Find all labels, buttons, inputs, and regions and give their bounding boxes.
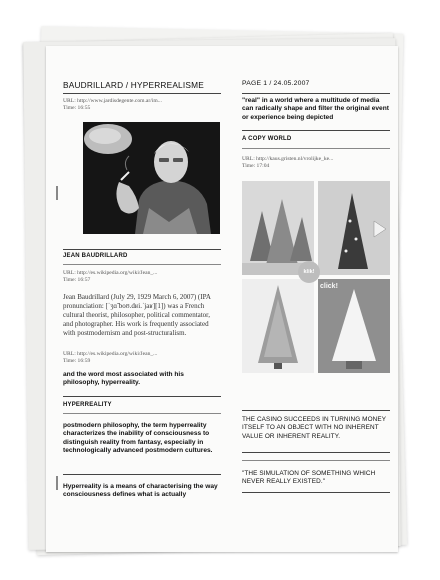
klik-badge: klik! bbox=[298, 261, 320, 283]
divider bbox=[242, 452, 390, 453]
time-text: Time: 16:57 bbox=[63, 277, 91, 283]
section-heading: HYPERREALITY bbox=[63, 402, 112, 408]
url-entry bbox=[63, 98, 221, 112]
divider bbox=[63, 264, 221, 265]
quote-text: Hyperreality is a means of characterising the way consciousness defines what is actually bbox=[63, 483, 218, 499]
url-entry bbox=[63, 351, 221, 365]
divider bbox=[242, 492, 390, 493]
time-text: Time: 16:59 bbox=[63, 358, 91, 364]
time-text: Time: 17:04 bbox=[242, 163, 270, 169]
divider bbox=[242, 130, 390, 131]
divider bbox=[63, 249, 221, 250]
url-text: URL: http://kaus.gristen.nl/vrolijke_ke... bbox=[242, 156, 334, 162]
staple-top bbox=[56, 186, 58, 200]
page-label: PAGE 1 / 24.05.2007 bbox=[242, 80, 310, 87]
casino-quote: THE CASINO SUCCEEDS IN TURNING MONEY ITSELF TO AN OBJECT WITH NO INHERENT VALUE OR INHERENT REALITY. bbox=[242, 416, 386, 440]
time-text: Time: 16:55 bbox=[63, 105, 91, 111]
divider bbox=[242, 148, 390, 149]
front-page bbox=[46, 46, 398, 552]
simulation-quote: "THE SIMULATION OF SOMETHING WHICH NEVER REALLY EXISTED." bbox=[242, 470, 376, 486]
staple-bottom bbox=[56, 476, 58, 490]
tree-image-grid bbox=[242, 181, 390, 373]
url-entry bbox=[63, 270, 221, 284]
divider bbox=[63, 396, 221, 397]
quote-text: postmodern philosophy, the term hyperreality characterizes the inability of consciousness to distinguish reality from fantasy, especially in technologically advanced postmodern cultures. bbox=[63, 422, 213, 455]
bio-paragraph: Jean Baudrillard (July 29, 1929 March 6, 2007) (IPA pronunciation: [ˈʒɑ̃ boʊ.dʁi.ˈjaʁ][1]) was a French cultural theorist, philosopher, political commentator, and photographer. His work is frequently associated with postmodernism and post-structuralism. bbox=[63, 293, 211, 337]
url-text: URL: http://es.wikipedia.org/wiki/Jean_... bbox=[63, 351, 158, 357]
photo-graphic bbox=[83, 122, 220, 234]
divider bbox=[63, 413, 221, 414]
divider bbox=[242, 460, 390, 461]
url-entry bbox=[242, 156, 390, 170]
section-heading: A COPY WORLD bbox=[242, 136, 292, 142]
divider bbox=[242, 93, 390, 94]
baudrillard-photo bbox=[83, 122, 220, 234]
quote-text: and the word most associated with his philosophy, hyperreality. bbox=[63, 371, 184, 387]
url-text: URL: http://www.jardisdegente.com.ar/im... bbox=[63, 98, 162, 104]
section-heading: JEAN BAUDRILLARD bbox=[63, 253, 128, 259]
divider bbox=[63, 93, 221, 94]
click-label: click! bbox=[320, 283, 338, 290]
page-title: BAUDRILLARD / HYPERREALISME bbox=[63, 80, 204, 90]
intro-text: "real" in a world where a multitude of media can radically shape and filter the original event or experience being depicted bbox=[242, 97, 389, 121]
url-text: URL: http://es.wikipedia.org/wiki/Jean_... bbox=[63, 270, 158, 276]
divider bbox=[63, 474, 221, 475]
divider bbox=[242, 410, 390, 411]
